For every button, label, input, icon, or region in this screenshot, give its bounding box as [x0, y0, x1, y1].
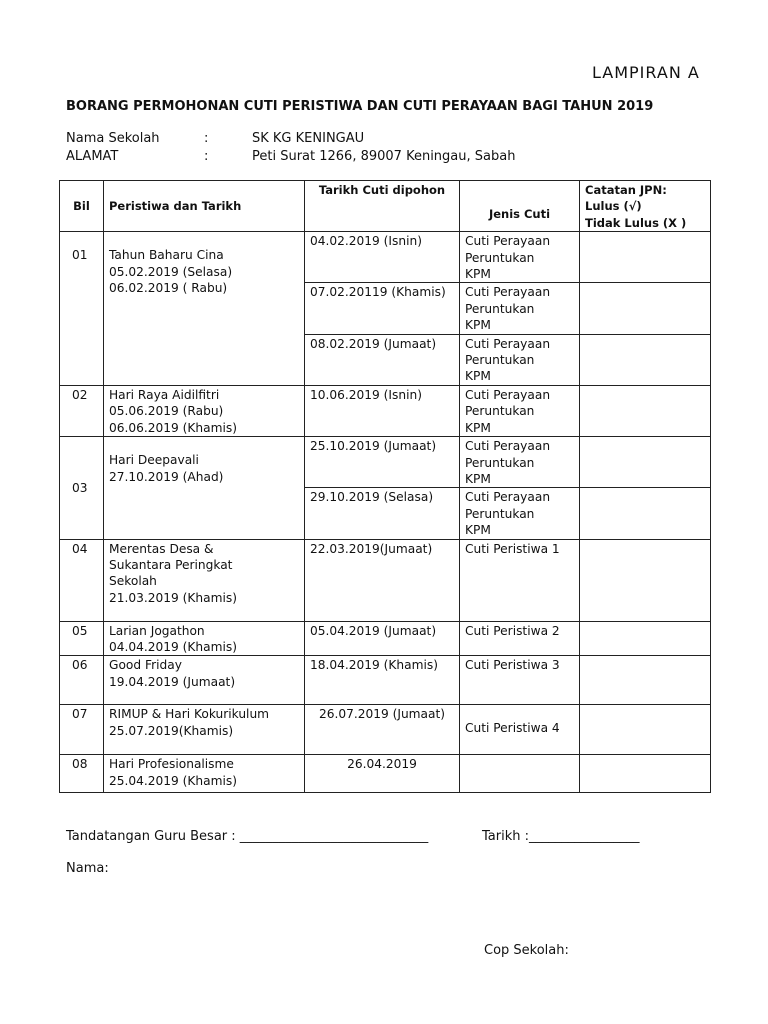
name-label: Nama: [66, 861, 109, 876]
row-number: 08 [60, 755, 104, 793]
event-name: Tahun Baharu Cina [109, 248, 224, 263]
table-row [60, 539, 711, 621]
leave-type-line: Peruntukan [465, 455, 535, 470]
event-name: Larian Jogathon [109, 623, 205, 638]
event-cell [104, 539, 305, 621]
requested-date: 05.04.2019 (Jumaat) [305, 621, 460, 656]
leave-type [460, 488, 580, 539]
event-cell [104, 755, 305, 793]
leave-type-line: KPM [465, 267, 491, 282]
table-row [60, 437, 711, 488]
leave-type-line: Peruntukan [465, 301, 535, 316]
jpn-note-label: Catatan JPN: [585, 183, 667, 197]
event-cell [104, 232, 305, 386]
jpn-note-cell [580, 283, 711, 334]
leave-type-line: Peruntukan [465, 404, 535, 419]
event-cell [104, 656, 305, 705]
header-jpn [580, 181, 711, 232]
header-bil: Bil [60, 181, 104, 232]
jpn-note-cell [580, 755, 711, 793]
table-row [60, 385, 711, 436]
school-name-value: SK KG KENINGAU [252, 131, 365, 146]
leave-type-line: Cuti Perayaan [465, 439, 551, 454]
row-number: 02 [60, 385, 104, 436]
appendix-label: LAMPIRAN A [592, 63, 700, 82]
leave-type: Cuti Peristiwa 3 [460, 656, 580, 705]
leave-type-line: Cuti Perayaan [465, 336, 551, 351]
requested-date: 18.04.2019 (Khamis) [305, 656, 460, 705]
jpn-note-cell [580, 334, 711, 385]
requested-date: 26.04.2019 [305, 755, 460, 793]
leave-type-line: KPM [465, 420, 491, 435]
event-name: Hari Raya Aidilfitri [109, 387, 220, 402]
row-number: 04 [60, 539, 104, 621]
jpn-note-cell [580, 488, 711, 539]
requested-date: 26.07.2019 (Jumaat) [305, 705, 460, 755]
event-date: 05.02.2019 (Selasa) [109, 264, 233, 279]
event-date: 19.04.2019 (Jumaat) [109, 674, 236, 689]
event-cell [104, 621, 305, 656]
row-number: 01 [60, 232, 104, 386]
requested-date: 07.02.20119 (Khamis) [305, 283, 460, 334]
table-row [60, 705, 711, 755]
row-number: 07 [60, 705, 104, 755]
event-name: Good Friday [109, 658, 182, 673]
table-row [60, 656, 711, 705]
school-address-line [66, 149, 666, 165]
address-label: ALAMAT [66, 149, 119, 164]
jpn-note-cell [580, 232, 711, 283]
header-event: Peristiwa dan Tarikh [104, 181, 305, 232]
school-name-label: Nama Sekolah [66, 131, 160, 146]
principal-signature-line: Tandatangan Guru Besar : _____________________________ [66, 829, 429, 844]
event-name: Merentas Desa & [109, 541, 214, 556]
requested-date: 22.03.2019(Jumaat) [305, 539, 460, 621]
requested-date: 25.10.2019 (Jumaat) [305, 437, 460, 488]
leave-type-line: Cuti Perayaan [465, 234, 551, 249]
leave-type-line: Peruntukan [465, 353, 535, 368]
event-name: Sekolah [109, 574, 157, 589]
jpn-rejected-label: Tidak Lulus (X ) [585, 215, 687, 230]
event-date: 25.07.2019(Khamis) [109, 723, 234, 738]
event-name: Hari Deepavali [109, 453, 199, 468]
jpn-note-cell [580, 385, 711, 436]
event-name: Hari Profesionalisme [109, 757, 234, 772]
requested-date: 10.06.2019 (Isnin) [305, 385, 460, 436]
leave-type-line: KPM [465, 369, 491, 384]
event-date: 27.10.2019 (Ahad) [109, 469, 224, 484]
leave-type [460, 755, 580, 793]
form-title: BORANG PERMOHONAN CUTI PERISTIWA DAN CUTI PERAYAAN BAGI TAHUN 2019 [66, 99, 654, 114]
date-line: Tarikh :_________________ [482, 829, 640, 844]
colon: : [204, 131, 209, 146]
row-number: 05 [60, 621, 104, 656]
leave-type [460, 385, 580, 436]
leave-type-line: KPM [465, 523, 491, 538]
leave-type-line: Cuti Perayaan [465, 285, 551, 300]
requested-date: 29.10.2019 (Selasa) [305, 488, 460, 539]
event-date: 25.04.2019 (Khamis) [109, 773, 237, 788]
school-name-line [66, 131, 666, 147]
leave-type-line: Cuti Perayaan [465, 490, 551, 505]
leave-type-line: Peruntukan [465, 506, 535, 521]
table-row [60, 621, 711, 656]
leave-type-line: KPM [465, 471, 491, 486]
table-row [60, 755, 711, 793]
leave-type: Cuti Peristiwa 1 [460, 539, 580, 621]
header-type: Jenis Cuti [460, 181, 580, 232]
leave-type-line: Peruntukan [465, 250, 535, 265]
event-name: Sukantara Peringkat [109, 557, 233, 572]
jpn-note-cell [580, 539, 711, 621]
event-cell [104, 705, 305, 755]
event-date: 05.06.2019 (Rabu) [109, 404, 224, 419]
leave-type [460, 283, 580, 334]
row-number: 06 [60, 656, 104, 705]
leave-type [460, 232, 580, 283]
colon: : [204, 149, 209, 164]
leave-type [460, 437, 580, 488]
jpn-note-cell [580, 705, 711, 755]
jpn-note-cell [580, 656, 711, 705]
event-cell [104, 385, 305, 436]
table-row [60, 232, 711, 283]
jpn-approved-label: Lulus (√) [585, 199, 642, 214]
row-number: 03 [60, 437, 104, 539]
event-cell [104, 437, 305, 539]
event-date: 04.04.2019 (Khamis) [109, 639, 237, 654]
table-header-row [60, 181, 711, 232]
leave-table [59, 180, 711, 793]
school-stamp-label: Cop Sekolah: [484, 943, 569, 958]
event-date: 21.03.2019 (Khamis) [109, 590, 237, 605]
leave-type: Cuti Peristiwa 4 [460, 705, 580, 755]
address-value: Peti Surat 1266, 89007 Keningau, Sabah [252, 149, 516, 164]
jpn-note-cell [580, 621, 711, 656]
event-date: 06.06.2019 (Khamis) [109, 420, 237, 435]
header-date: Tarikh Cuti dipohon [305, 181, 460, 232]
jpn-note-cell [580, 437, 711, 488]
leave-type-line: Cuti Perayaan [465, 387, 551, 402]
event-name: RIMUP & Hari Kokurikulum [109, 707, 270, 722]
leave-type: Cuti Peristiwa 2 [460, 621, 580, 656]
leave-type [460, 334, 580, 385]
leave-type-line: KPM [465, 318, 491, 333]
event-date: 06.02.2019 ( Rabu) [109, 281, 228, 296]
requested-date: 08.02.2019 (Jumaat) [305, 334, 460, 385]
requested-date: 04.02.2019 (Isnin) [305, 232, 460, 283]
